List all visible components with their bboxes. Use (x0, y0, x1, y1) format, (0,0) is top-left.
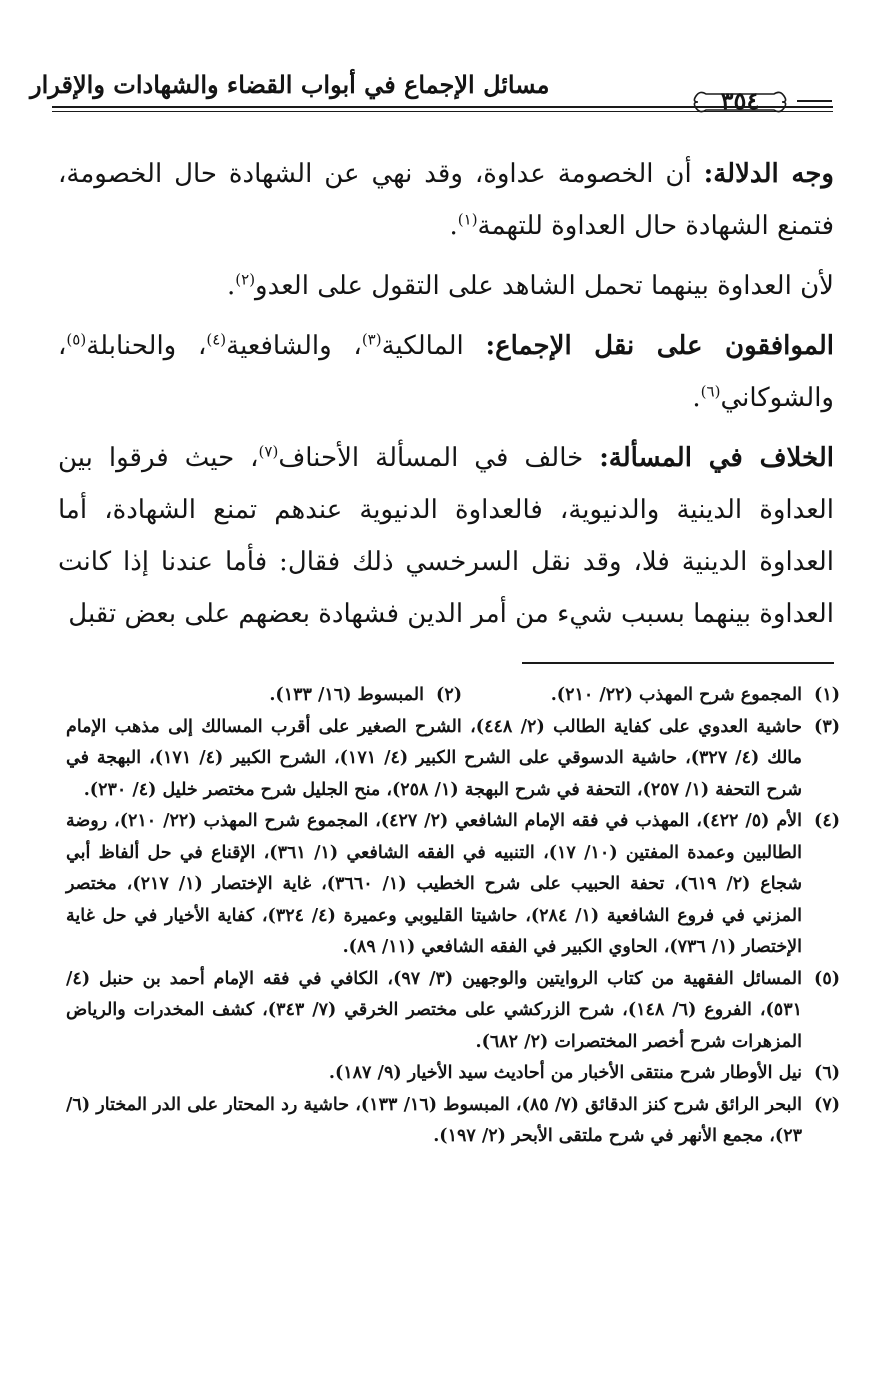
footnote-ref: (٢) (235, 270, 256, 289)
footnote-number: (٤) (814, 811, 840, 831)
paragraph-evidence (58, 148, 834, 252)
footnote-number: (٢) (436, 685, 462, 705)
footnote-text: المسائل الفقهية من كتاب الروايتين والوجهين (٣/ ٩٧)، الكافي في فقه الإمام أحمد بن حنبل (٤/ ٥٣١)، الفروع (٦/ ١٤٨)، شرح الزركشي على مختصر الخرقي (٧/ ٣٤٣)، كشف المخدرات والرياض المزهرات شرح أخصر المختصرات (٢/ ٦٨٢). (66, 968, 803, 1052)
paragraph-text: لأن العداوة بينهما تحمل الشاهد على التقول على العدو (255, 271, 834, 301)
footnote-number: (٦) (814, 1063, 840, 1083)
footnote-3 (66, 712, 840, 807)
footnote-text: الأم (٥/ ٤٢٢)، المهذب في فقه الإمام الشافعي (٢/ ٤٢٧)، المجموع شرح المهذب (٢٢/ ٢١٠)، روضة الطالبين وعمدة المفتين (١٠/ ١٧)، التنبيه في الفقه الشافعي (١/ ٣٦١)، الإقناع في حل ألفاظ أبي شجاع (٢/ ٦١٩)، تحفة الحبيب على شرح الخطيب (١/ ٣٦٦٠)، غاية الإختصار (١/ ٢١٧)، مختصر المزني في فروع الشافعية (١/ ٢٨٤)، حاشيتا القليوبي وعميرة (٤/ ٣٢٤)، كفاية الأخيار في حل غاية الإختصار (١/ ٧٣٦)، الحاوي الكبير في الفقه الشافعي (١١/ ٨٩). (66, 811, 803, 957)
footnote-ref: (٧) (258, 442, 279, 461)
paragraph-lead: الخلاف في المسألة: (599, 443, 834, 473)
paragraph-reason (58, 260, 834, 312)
footnote-ref: (١) (457, 210, 478, 229)
footnotes (66, 680, 840, 1153)
paragraph-end: . (449, 211, 458, 241)
footnote-text: المبسوط (١٦/ ١٣٣). (269, 685, 424, 705)
footnote-text: البحر الرائق شرح كنز الدقائق (٧/ ٨٥)، المبسوط (١٦/ ١٣٣)، حاشية رد المحتار على الدر المختار (٦/ ٢٣)، مجمع الأنهر في شرح ملتقى الأبحر (٢/ ١٩٧). (66, 1094, 803, 1146)
footnote-number: (١) (814, 685, 840, 705)
footnote-pair-1-2 (66, 680, 840, 712)
page-number-ornament (690, 82, 790, 122)
footnote-number: (٥) (814, 968, 840, 989)
footnote-separator (522, 662, 834, 664)
paragraph-text: المالكية (381, 331, 486, 361)
paragraph-text: أن الخصومة عداوة، وقد نهي عن الشهادة حال الخصومة، فتمنع الشهادة حال العداوة للتهمة (58, 159, 834, 241)
paragraph-text: ، والشافعية (226, 331, 362, 361)
paragraph-end: . (692, 383, 701, 413)
footnote-ref: (٥) (66, 330, 87, 349)
paragraph-lead: الموافقون على نقل الإجماع: (485, 331, 834, 361)
footnote-text: المجموع شرح المهذب (٢٢/ ٢١٠). (550, 685, 802, 705)
header-rule-thin (52, 111, 833, 112)
footnote-number: (٧) (814, 1094, 840, 1115)
footnote-7 (66, 1090, 840, 1153)
page-number: ٣٥٤ (720, 86, 760, 115)
paragraph-end: . (227, 271, 236, 301)
header-rule (52, 106, 833, 108)
paragraph-text: ، والحنابلة (86, 331, 207, 361)
footnote-ref: (٦) (700, 382, 721, 401)
footnote-ref: (٤) (206, 330, 227, 349)
paragraph-disagreement (58, 432, 834, 640)
paragraph-lead: وجه الدلالة: (703, 159, 834, 189)
footnote-ref: (٣) (361, 330, 382, 349)
main-text (58, 148, 834, 648)
paragraph-text: ، حيث فرقوا بين العداوة الدينية والدنيوية، فالعداوة الدنيوية عندهم تمنع الشهادة، أما العداوة الدينية فلا، وقد نقل السرخسي ذلك فقال: فأما عندنا إذا كانت العداوة بينهما بسبب شيء من أمر الدين فشهادة بعضهم على بعض تقبل (58, 443, 834, 629)
footnote-4 (66, 806, 840, 964)
footnote-5 (66, 964, 840, 1059)
paragraph-text: ، والشوكاني (58, 331, 834, 413)
ornament-line (797, 100, 832, 102)
running-header-title: مسائل الإجماع في أبواب القضاء والشهادات والإقرار (30, 70, 550, 99)
footnote-text: حاشية العدوي على كفاية الطالب (٢/ ٤٤٨)، الشرح الصغير على أقرب المسالك إلى مذهب الإمام مالك (٤/ ٣٢٧)، حاشية الدسوقي على الشرح الكبير (٤/ ١٧١)، الشرح الكبير (٤/ ١٧١)، البهجة في شرح التحفة (١/ ٢٥٧)، التحفة في شرح البهجة (١/ ٢٥٨)، منح الجليل شرح مختصر خليل (٤/ ٢٣٠). (66, 716, 803, 800)
footnote-text: نيل الأوطار شرح منتقى الأخبار من أحاديث سيد الأخيار (٩/ ١٨٧). (328, 1063, 802, 1083)
footnote-number: (٣) (814, 716, 840, 737)
paragraph-text: خالف في المسألة الأحناف (278, 443, 600, 473)
paragraph-agreeing (58, 320, 834, 424)
footnote-6 (66, 1058, 840, 1090)
